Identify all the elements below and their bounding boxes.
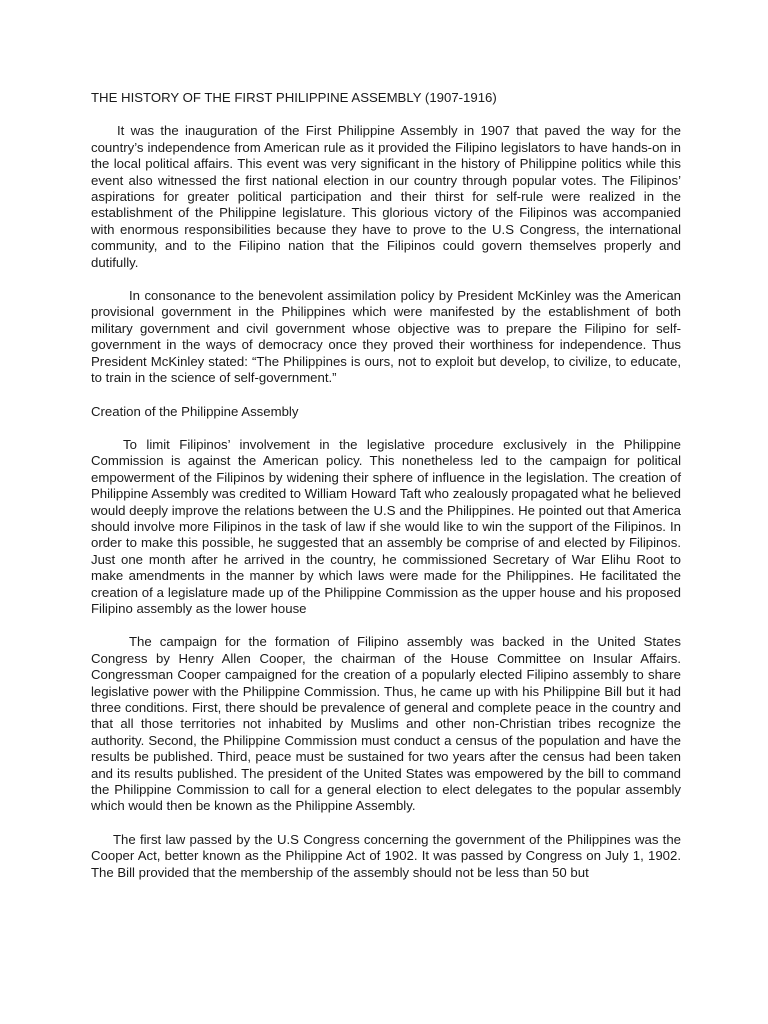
paragraph-benevolent-assimilation: In consonance to the benevolent assimilation policy by President McKinley was the American provisional government in the Philippines which were manifested by the establishment of both military government and civil government whose objective was to prepare the Filipino for self-government in the ways of democracy once they proved their worthiness for independence. Thus President McKinley stated: “The Philippines is ours, not to exploit but develop, to civilize, to educate, to train in the science of self-government.” — [91, 288, 681, 386]
document-title: THE HISTORY OF THE FIRST PHILIPPINE ASSEMBLY (1907-1916) — [91, 90, 497, 105]
paragraph-limit-involvement: To limit Filipinos’ involvement in the legislative procedure exclusively in the Philippine Commission is against the American policy. This nonetheless led to the campaign for political empowerment of the Filipinos by widening their sphere of influence in the legislation. The creation of Philippine Assembly was credited to William Howard Taft who zealously propagated what he believed would deeply improve the relations between the U.S and the Philippines. He pointed out that America should involve more Filipinos in the task of law if she would like to win the support of the Filipinos. In order to make this possible, he suggested that an assembly be comprise of and elected by Filipinos. Just one month after he arrived in the country, he commissioned Secretary of War Elihu Root to make amendments in the manner by which laws were made for the Philippines. He facilitated the creation of a legislature made up of the Philippine Commission as the upper house and his proposed Filipino assembly as the lower house — [91, 436, 681, 616]
paragraph-inauguration: It was the inauguration of the First Philippine Assembly in 1907 that paved the way for the country’s independence from American rule as it provided the Filipino legislators to have hands-on in the local political affairs. This event was very significant in the history of Philippine politics while this event also witnessed the first national election in our country through popular votes. The Filipinos’ aspirations for greater political participation and their thirst for self-rule were realized in the establishment of the Philippine legislature. This glorious victory of the Filipinos was accompanied with enormous responsibilities because they have to prove to the U.S Congress, the international community, and to the Filipino nation that the Filipinos could govern themselves properly and dutifully. — [91, 123, 681, 270]
document-page — [91, 90, 681, 898]
paragraph-cooper-act: The first law passed by the U.S Congress concerning the government of the Philippines was the Cooper Act, better known as the Philippine Act of 1902. It was passed by Congress on July 1, 1902. The Bill provided that the membership of the assembly should not be less than 50 but — [91, 831, 681, 880]
section-heading: Creation of the Philippine Assembly — [91, 403, 299, 419]
paragraph-cooper-campaign: The campaign for the formation of Filipino assembly was backed in the United States Congress by Henry Allen Cooper, the chairman of the House Committee on Insular Affairs. Congressman Cooper campaigned for the creation of a popularly elected Filipino assembly to share legislative power with the Philippine Commission. Thus, he came up with his Philippine Bill but it had three conditions. First, there should be prevalence of general and complete peace in the country and that all those territories not inhabited by Muslims and other non-Christian tribes recognize the authority. Second, the Philippine Commission must conduct a census of the population and have the results be published. Third, peace must be sustained for two years after the census had been taken and its results published. The president of the United States was empowered by the bill to command the Philippine Commission to call for a general election to elect delegates to the popular assembly which would then be known as the Philippine Assembly. — [91, 634, 681, 814]
